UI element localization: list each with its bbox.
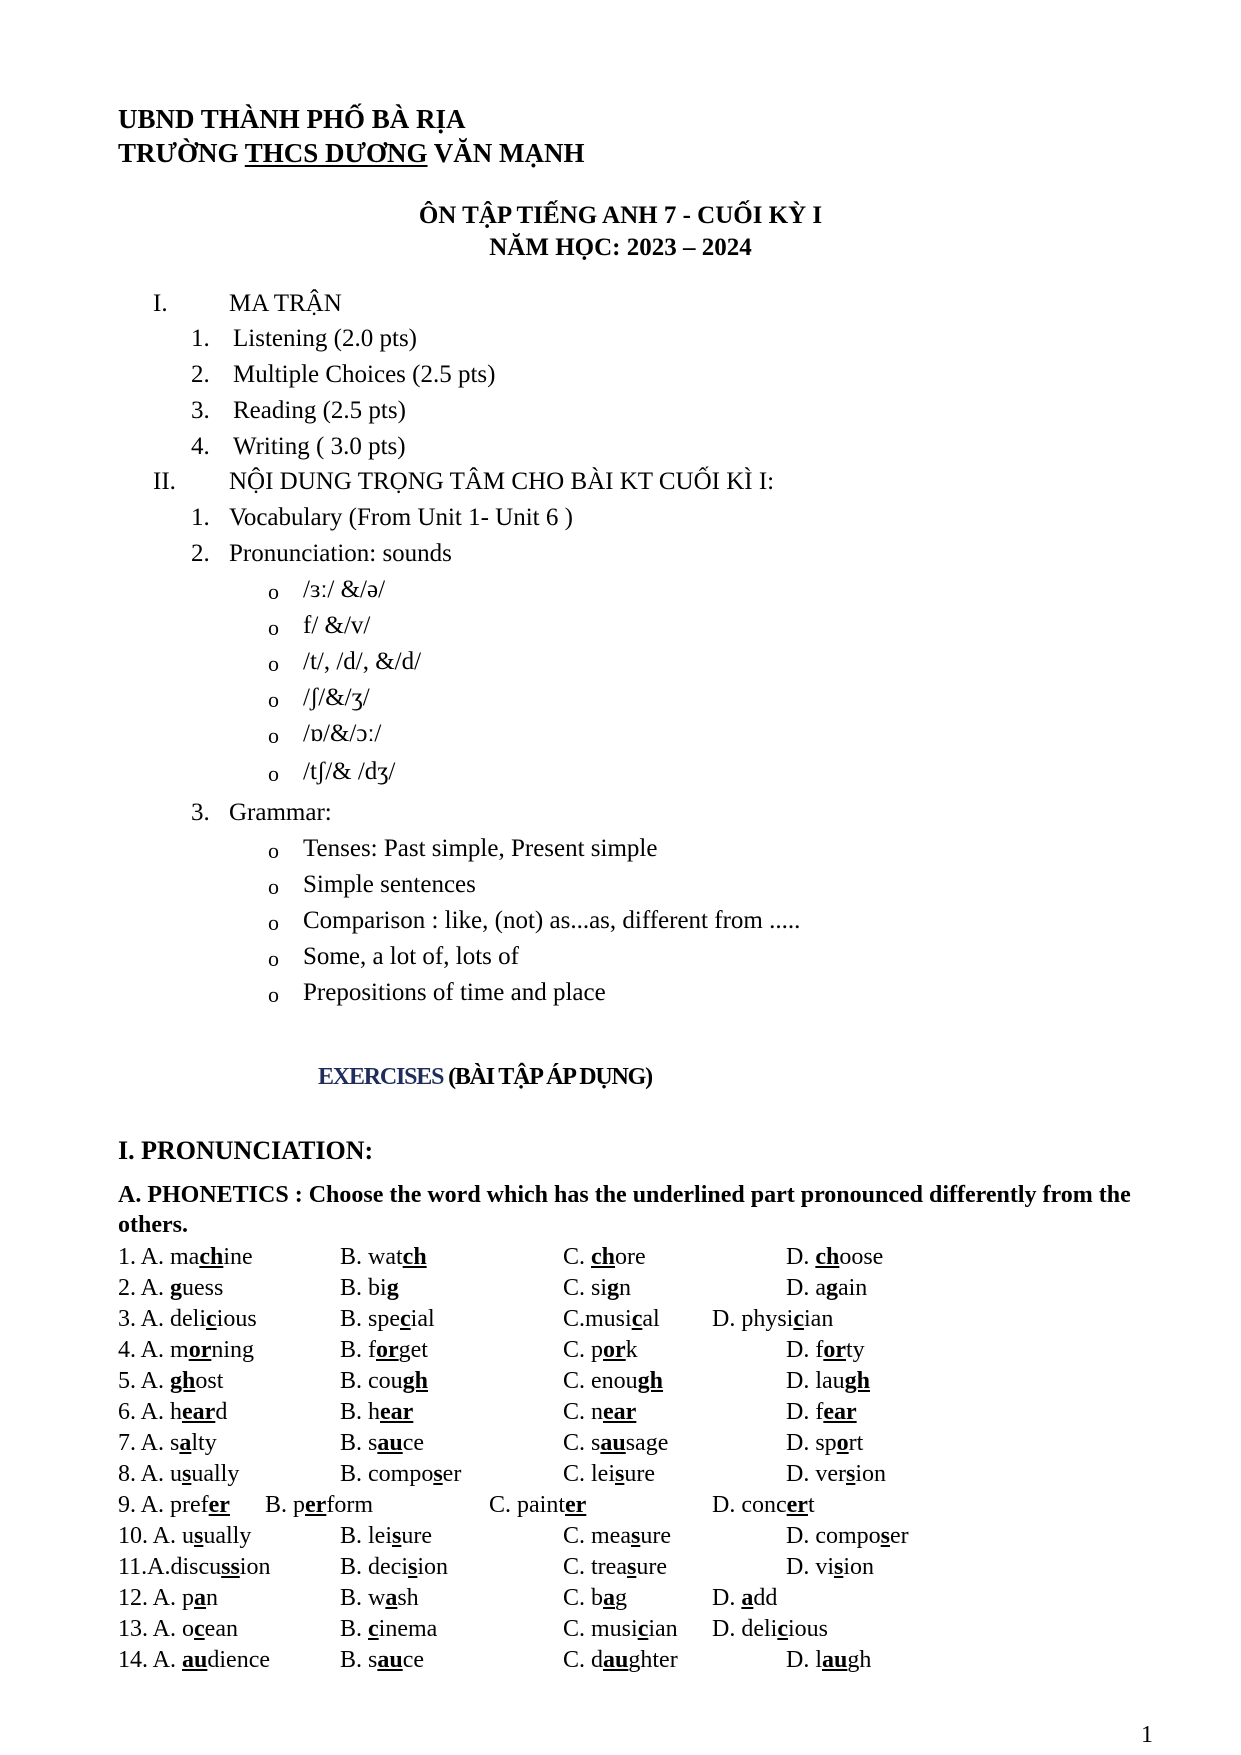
- question-option: [712, 1616, 828, 1643]
- doc-school-year: NĂM HỌC: 2023 – 2024: [489, 234, 752, 261]
- option-text-before: B.: [340, 1616, 369, 1642]
- option-text-after: ious: [216, 1306, 257, 1332]
- question-option: [563, 1461, 655, 1488]
- option-underlined-part: or: [188, 1337, 212, 1363]
- question-option: [712, 1492, 815, 1519]
- question-option: [118, 1337, 254, 1364]
- option-underlined-part: gh: [402, 1368, 429, 1394]
- option-text-before: D. vi: [786, 1554, 834, 1580]
- option-underlined-part: au: [182, 1647, 208, 1673]
- option-underlined-part: c: [206, 1306, 217, 1332]
- sound-item: /ʃ/&/ʒ/: [303, 684, 370, 711]
- option-text-before: B. spe: [340, 1306, 400, 1332]
- option-text-after: ure: [640, 1523, 671, 1549]
- option-underlined-part: c: [400, 1306, 411, 1332]
- question-option: [786, 1337, 865, 1364]
- option-underlined-part: a: [603, 1585, 616, 1611]
- option-text-after: ure: [624, 1461, 655, 1487]
- option-text-before: 5. A.: [118, 1368, 171, 1394]
- bullet-icon: o: [268, 910, 279, 935]
- question-option: [340, 1399, 413, 1426]
- option-text-before: 7. A. s: [118, 1430, 180, 1456]
- question-option: [786, 1523, 909, 1550]
- option-text-before: C. n: [563, 1399, 604, 1425]
- option-text-after: ian: [804, 1306, 834, 1332]
- question-option: [118, 1461, 239, 1488]
- question-option: [340, 1523, 432, 1550]
- option-text-after: form: [326, 1492, 373, 1518]
- option-underlined-part: c: [793, 1306, 804, 1332]
- option-underlined-part: au: [822, 1647, 848, 1673]
- option-underlined-part: ss: [221, 1554, 240, 1580]
- question-option: [786, 1368, 870, 1395]
- option-underlined-part: g: [386, 1275, 399, 1301]
- matrix-item-number: 2.: [191, 361, 210, 388]
- matrix-item-number: 1.: [191, 325, 210, 352]
- question-option: [712, 1585, 777, 1612]
- sound-item: /ɒ/&/ɔː/: [303, 720, 382, 747]
- option-text-before: 13. A. o: [118, 1616, 195, 1642]
- option-underlined-part: c: [631, 1306, 643, 1332]
- question-option: [563, 1647, 678, 1674]
- school-name: [118, 136, 585, 170]
- option-underlined-part: ear: [380, 1399, 414, 1425]
- exercises-heading-vi: (BÀI TẬP ÁP DỤNG): [443, 1064, 652, 1090]
- option-text-before: C. d: [563, 1647, 604, 1673]
- option-text-before: B. compo: [340, 1461, 434, 1487]
- option-text-after: ghter: [628, 1647, 678, 1673]
- question-option: [340, 1244, 427, 1271]
- option-text-before: D. f: [786, 1399, 824, 1425]
- grammar-text: Grammar:: [229, 799, 332, 826]
- bullet-icon: o: [268, 615, 279, 640]
- option-underlined-part: au: [377, 1647, 403, 1673]
- option-underlined-part: gh: [170, 1368, 196, 1394]
- sound-item: f/ &/v/: [303, 612, 371, 639]
- question-option: [340, 1585, 419, 1612]
- option-text-before: 8. A. u: [118, 1461, 183, 1487]
- question-option: [340, 1306, 435, 1333]
- pron-number: 2.: [191, 540, 210, 567]
- option-text-after: sage: [625, 1430, 669, 1456]
- option-text-before: B. w: [340, 1585, 386, 1611]
- option-text-after: rt: [848, 1430, 864, 1456]
- bullet-icon: o: [268, 838, 279, 863]
- option-underlined-part: ch: [815, 1244, 840, 1270]
- option-text-after: ning: [211, 1337, 255, 1363]
- question-option: [563, 1523, 671, 1550]
- question-option: [563, 1306, 660, 1333]
- option-text-after: ial: [410, 1306, 435, 1332]
- option-text-before: D. sp: [786, 1430, 837, 1456]
- option-text-before: C. paint: [489, 1492, 565, 1518]
- question-option: [118, 1616, 238, 1643]
- grammar-item: Tenses: Past simple, Present simple: [303, 835, 658, 862]
- option-underlined-part: g: [607, 1275, 620, 1301]
- question-option: [340, 1337, 428, 1364]
- option-text-after: er: [442, 1461, 462, 1487]
- option-text-before: B. wat: [340, 1244, 403, 1270]
- option-text-before: C.musi: [563, 1306, 632, 1332]
- school-name-prefix: TRƯỜNG: [118, 138, 245, 168]
- question-option: [118, 1275, 223, 1302]
- option-text-before: C. lei: [563, 1461, 615, 1487]
- option-underlined-part: s: [630, 1523, 641, 1549]
- option-text-before: 10. A. u: [118, 1523, 195, 1549]
- matrix-item-text: Listening (2.0 pts): [233, 325, 418, 352]
- option-text-after: ian: [648, 1616, 678, 1642]
- option-text-after: ure: [401, 1523, 432, 1549]
- option-underlined-part: s: [834, 1554, 844, 1580]
- question-option: [786, 1461, 886, 1488]
- option-underlined-part: er: [565, 1492, 587, 1518]
- option-underlined-part: s: [392, 1523, 402, 1549]
- option-underlined-part: s: [182, 1461, 192, 1487]
- option-text-after: ure: [636, 1554, 667, 1580]
- section2-heading: NỘI DUNG TRỌNG TÂM CHO BÀI KT CUỐI KÌ I:: [229, 468, 775, 495]
- option-text-before: C. p: [563, 1337, 604, 1363]
- grammar-item: Prepositions of time and place: [303, 979, 606, 1006]
- option-text-before: B. cou: [340, 1368, 403, 1394]
- matrix-item-number: 3.: [191, 397, 210, 424]
- option-text-after: n: [206, 1585, 219, 1611]
- bullet-icon: o: [268, 723, 279, 748]
- option-underlined-part: c: [637, 1616, 649, 1642]
- option-text-before: C. si: [563, 1275, 608, 1301]
- question-option: [563, 1430, 668, 1457]
- option-text-before: 3. A. deli: [118, 1306, 206, 1332]
- option-text-after: t: [807, 1492, 815, 1518]
- question-option: [786, 1244, 883, 1271]
- bullet-icon: o: [268, 946, 279, 971]
- vocab-text: Vocabulary (From Unit 1- Unit 6 ): [229, 504, 573, 531]
- option-underlined-part: g: [825, 1275, 838, 1301]
- option-text-after: ually: [191, 1461, 240, 1487]
- option-underlined-part: ch: [199, 1244, 224, 1270]
- question-option: [340, 1616, 437, 1643]
- option-underlined-part: ear: [182, 1399, 216, 1425]
- option-text-before: C.: [563, 1244, 592, 1270]
- option-text-after: ion: [417, 1554, 448, 1580]
- option-text-after: ost: [195, 1368, 224, 1394]
- section2-numeral: II.: [153, 468, 176, 495]
- question-option: [118, 1430, 217, 1457]
- option-text-before: 2. A.: [118, 1275, 171, 1301]
- option-underlined-part: o: [836, 1430, 849, 1456]
- option-text-before: 1. A. ma: [118, 1244, 200, 1270]
- option-text-after: ion: [843, 1554, 875, 1580]
- option-text-before: B. s: [340, 1430, 378, 1456]
- question-option: [563, 1616, 678, 1643]
- option-text-before: C. trea: [563, 1554, 627, 1580]
- bullet-icon: o: [268, 687, 279, 712]
- question-option: [563, 1368, 663, 1395]
- bullet-icon: o: [268, 579, 279, 604]
- option-text-after: ion: [239, 1554, 271, 1580]
- option-text-after: get: [398, 1337, 428, 1363]
- question-option: [118, 1244, 253, 1271]
- option-underlined-part: a: [194, 1585, 207, 1611]
- sound-item: /tʃ/& /dʒ/: [303, 758, 396, 785]
- question-option: [786, 1275, 867, 1302]
- question-option: [118, 1492, 230, 1519]
- option-text-after: oose: [839, 1244, 884, 1270]
- option-underlined-part: s: [194, 1523, 204, 1549]
- section1-heading: MA TRẬN: [229, 290, 342, 317]
- question-option: [118, 1554, 270, 1581]
- option-text-after: ain: [837, 1275, 868, 1301]
- option-text-after: ually: [203, 1523, 252, 1549]
- option-text-before: D. l: [786, 1647, 822, 1673]
- option-text-before: B. lei: [340, 1523, 392, 1549]
- bullet-icon: o: [268, 982, 279, 1007]
- question-option: [786, 1399, 857, 1426]
- option-underlined-part: c: [777, 1616, 788, 1642]
- option-underlined-part: au: [603, 1647, 629, 1673]
- question-option: [563, 1275, 631, 1302]
- exercises-heading: [318, 1064, 652, 1091]
- option-text-after: ce: [402, 1430, 425, 1456]
- option-text-after: ce: [402, 1647, 425, 1673]
- option-text-before: 4. A. m: [118, 1337, 189, 1363]
- question-option: [786, 1647, 871, 1674]
- option-text-after: gh: [847, 1647, 872, 1673]
- option-text-after: dd: [753, 1585, 778, 1611]
- grammar-item: Comparison : like, (not) as...as, different from .....: [303, 907, 801, 934]
- grammar-number: 3.: [191, 799, 210, 826]
- option-text-before: 6. A. h: [118, 1399, 183, 1425]
- section1-numeral: I.: [153, 290, 168, 317]
- option-text-before: D. f: [786, 1337, 824, 1363]
- pron-text: Pronunciation: sounds: [229, 540, 452, 567]
- matrix-item-text: Writing ( 3.0 pts): [233, 433, 406, 460]
- pronunciation-heading: I. PRONUNCIATION:: [118, 1136, 374, 1165]
- option-underlined-part: or: [823, 1337, 846, 1363]
- question-option: [340, 1368, 428, 1395]
- option-text-after: ty: [845, 1337, 865, 1363]
- option-underlined-part: er: [305, 1492, 327, 1518]
- question-option: [340, 1647, 424, 1674]
- sound-item: /t/, /d/, &/d/: [303, 648, 422, 675]
- option-text-before: 12. A. p: [118, 1585, 195, 1611]
- question-option: [563, 1554, 667, 1581]
- option-underlined-part: s: [615, 1461, 625, 1487]
- sound-item: /ɜː/ &/ə/: [303, 576, 386, 603]
- option-underlined-part: a: [741, 1585, 754, 1611]
- question-option: [118, 1368, 223, 1395]
- question-option: [265, 1492, 373, 1519]
- option-underlined-part: au: [377, 1430, 403, 1456]
- question-option: [786, 1430, 863, 1457]
- grammar-item: Some, a lot of, lots of: [303, 943, 519, 970]
- option-text-before: C. musi: [563, 1616, 638, 1642]
- option-text-before: D. ver: [786, 1461, 846, 1487]
- bullet-icon: o: [268, 761, 279, 786]
- school-authority: UBND THÀNH PHỐ BÀ RỊA: [118, 104, 466, 134]
- option-text-after: k: [625, 1337, 638, 1363]
- option-underlined-part: g: [170, 1275, 183, 1301]
- question-option: [563, 1585, 627, 1612]
- matrix-item-text: Multiple Choices (2.5 pts): [233, 361, 496, 388]
- school-name-suffix: VĂN MẠNH: [427, 138, 585, 168]
- option-underlined-part: s: [407, 1554, 418, 1580]
- option-text-after: sh: [397, 1585, 419, 1611]
- question-option: [489, 1492, 586, 1519]
- option-text-before: D. lau: [786, 1368, 845, 1394]
- question-option: [118, 1647, 270, 1674]
- question-option: [340, 1461, 461, 1488]
- question-option: [786, 1554, 874, 1581]
- option-underlined-part: au: [600, 1430, 626, 1456]
- option-underlined-part: a: [179, 1430, 192, 1456]
- option-underlined-part: or: [603, 1337, 626, 1363]
- question-option: [118, 1399, 227, 1426]
- school-name-underlined: THCS DƯƠNG: [244, 138, 428, 168]
- option-underlined-part: ch: [591, 1244, 616, 1270]
- grammar-item: Simple sentences: [303, 871, 476, 898]
- option-text-before: D. compo: [786, 1523, 881, 1549]
- option-underlined-part: c: [368, 1616, 379, 1642]
- page-number: 1: [1141, 1722, 1153, 1748]
- doc-title: ÔN TẬP TIẾNG ANH 7 - CUỐI KỲ I: [418, 202, 823, 229]
- option-text-before: B. deci: [340, 1554, 408, 1580]
- option-text-before: D.: [786, 1244, 816, 1270]
- option-underlined-part: s: [433, 1461, 443, 1487]
- question-option: [563, 1337, 638, 1364]
- bullet-icon: o: [268, 874, 279, 899]
- question-option: [340, 1430, 424, 1457]
- option-text-before: D.: [712, 1585, 742, 1611]
- option-text-before: B. p: [265, 1492, 306, 1518]
- bullet-icon: o: [268, 651, 279, 676]
- option-underlined-part: a: [385, 1585, 398, 1611]
- option-text-after: n: [619, 1275, 632, 1301]
- option-text-before: C. mea: [563, 1523, 631, 1549]
- option-underlined-part: c: [194, 1616, 205, 1642]
- option-underlined-part: gh: [844, 1368, 871, 1394]
- option-underlined-part: s: [880, 1523, 890, 1549]
- question-option: [118, 1523, 251, 1550]
- option-text-before: 9. A. pref: [118, 1492, 209, 1518]
- option-underlined-part: ch: [402, 1244, 427, 1270]
- option-text-before: B. s: [340, 1647, 378, 1673]
- option-underlined-part: s: [845, 1461, 856, 1487]
- option-text-after: ion: [855, 1461, 886, 1487]
- matrix-item-number: 4.: [191, 433, 210, 460]
- option-text-before: B. f: [340, 1337, 376, 1363]
- option-text-before: D. physi: [712, 1306, 794, 1332]
- option-underlined-part: er: [786, 1492, 808, 1518]
- option-text-after: dience: [207, 1647, 270, 1673]
- exercises-heading-en: EXERCISES: [318, 1064, 444, 1090]
- option-text-after: er: [890, 1523, 909, 1549]
- question-option: [563, 1399, 636, 1426]
- question-option: [340, 1554, 448, 1581]
- option-text-before: B. h: [340, 1399, 381, 1425]
- vocab-number: 1.: [191, 504, 210, 531]
- question-option: [712, 1306, 833, 1333]
- question-option: [118, 1306, 257, 1333]
- option-text-after: al: [642, 1306, 660, 1332]
- phonetics-instruction: A. PHONETICS : Choose the word which has the underlined part pronounced differently from the others.: [118, 1182, 1131, 1238]
- option-text-before: D. a: [786, 1275, 826, 1301]
- option-text-after: g: [615, 1585, 628, 1611]
- option-text-before: 11.A.discu: [118, 1554, 222, 1580]
- option-text-after: ean: [204, 1616, 238, 1642]
- option-text-after: ine: [223, 1244, 253, 1270]
- option-underlined-part: or: [376, 1337, 399, 1363]
- option-underlined-part: s: [626, 1554, 637, 1580]
- option-underlined-part: ear: [603, 1399, 637, 1425]
- question-option: [118, 1585, 218, 1612]
- option-text-before: C. s: [563, 1430, 601, 1456]
- option-text-before: 14. A.: [118, 1647, 183, 1673]
- option-text-before: D. conc: [712, 1492, 787, 1518]
- question-option: [340, 1275, 399, 1302]
- option-underlined-part: gh: [637, 1368, 664, 1394]
- option-text-after: uess: [182, 1275, 224, 1301]
- option-text-before: C. enou: [563, 1368, 638, 1394]
- option-underlined-part: ear: [823, 1399, 857, 1425]
- option-text-before: B. bi: [340, 1275, 387, 1301]
- option-text-after: d: [215, 1399, 228, 1425]
- option-underlined-part: er: [208, 1492, 230, 1518]
- option-text-before: C. b: [563, 1585, 604, 1611]
- question-option: [563, 1244, 646, 1271]
- option-text-after: lty: [191, 1430, 217, 1456]
- option-text-after: ore: [615, 1244, 646, 1270]
- option-text-after: inema: [378, 1616, 438, 1642]
- option-text-after: ious: [787, 1616, 828, 1642]
- option-text-before: D. deli: [712, 1616, 778, 1642]
- matrix-item-text: Reading (2.5 pts): [233, 397, 406, 424]
